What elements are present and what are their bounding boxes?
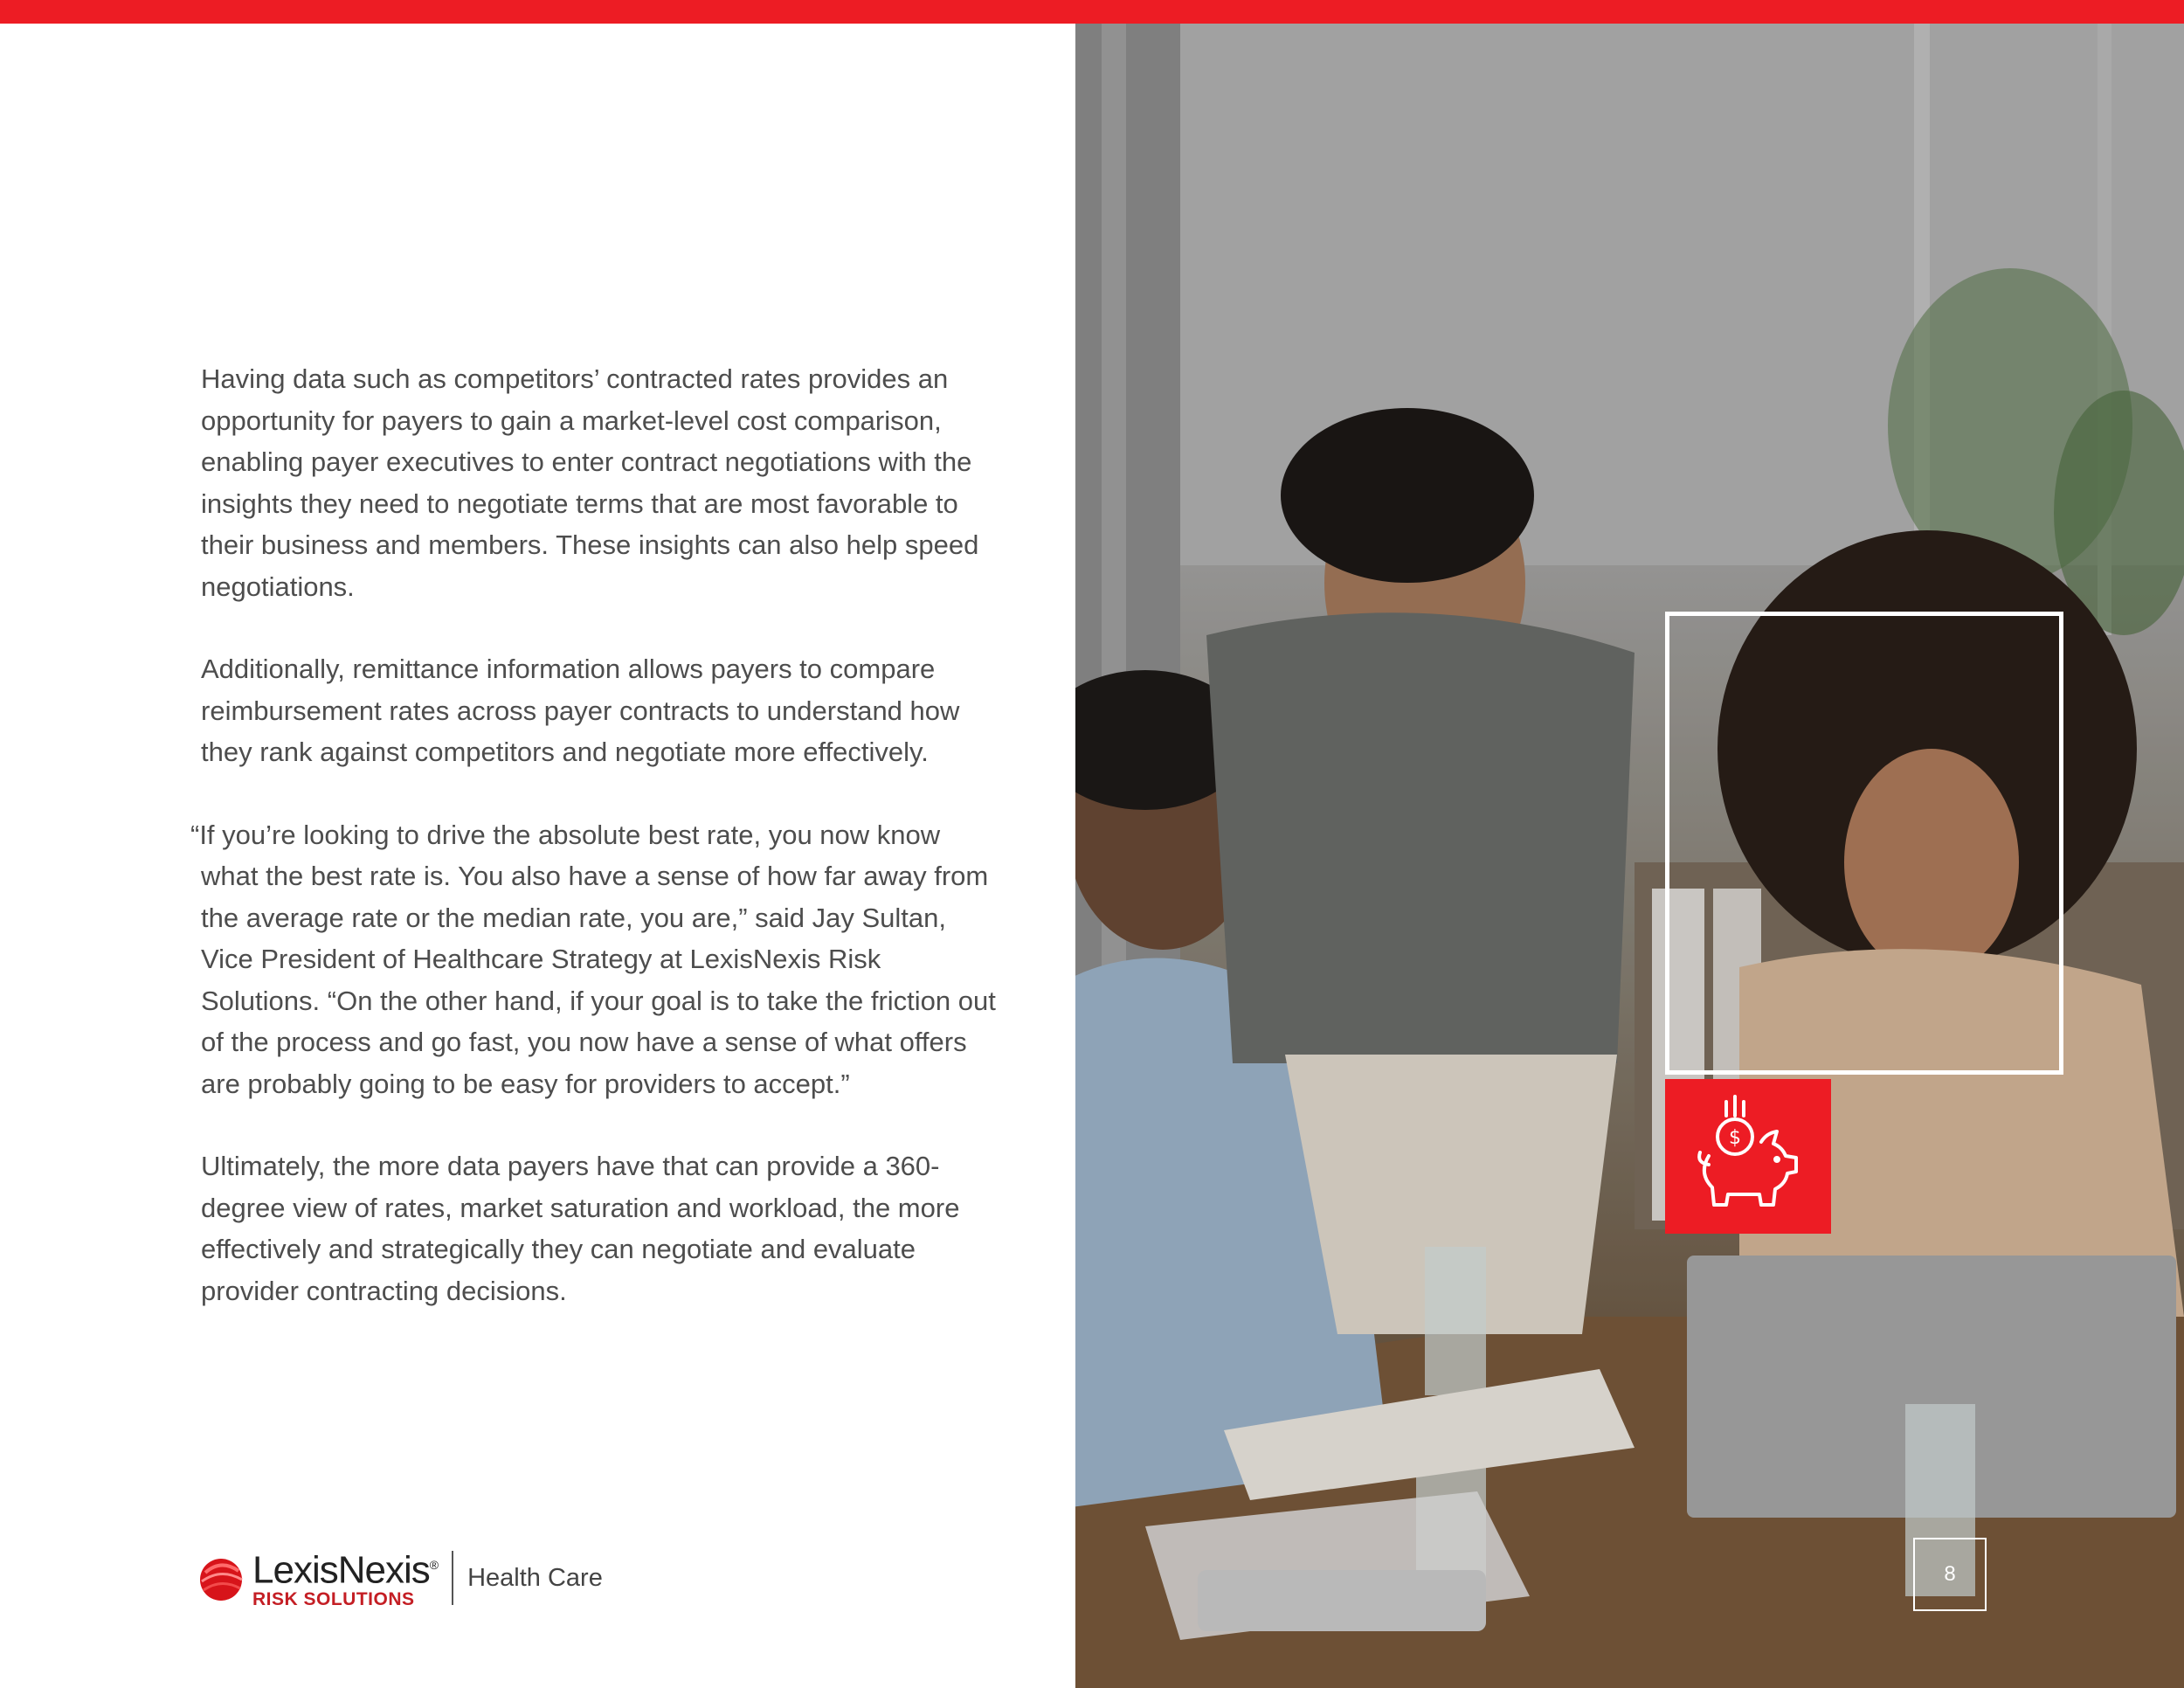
body-text <box>190 358 1005 1352</box>
paragraph-remittance: Additionally, remittance information allows payers to compare reimbursement rates across payer contracts to understand how they rank against competitors and negotiate more effectively. <box>201 654 960 767</box>
top-accent-bar <box>0 0 2184 24</box>
svg-text:$: $ <box>1729 1127 1741 1149</box>
brand-name: LexisNexis <box>252 1548 430 1592</box>
lexisnexis-sphere-icon <box>197 1553 245 1602</box>
page-number: 8 <box>1913 1538 1987 1611</box>
logo-divider <box>452 1551 453 1605</box>
paragraph-conclusion: Ultimately, the more data payers have that can provide a 360-degree view of rates, market saturation and workload, the more effectively and strategically they can negotiate and evaluate provider contracting decisions. <box>201 1151 960 1306</box>
footer-logo <box>197 1546 603 1609</box>
paragraph-quote: “If you’re looking to drive the absolute best rate, you now know what the best rate is. You also have a sense of how far away from the average rate or the median rate, you are,” said Jay Sultan, Vice President of Healthcare Strategy at LexisNexis Risk Solutions. “On the other hand, if your goal is to take the friction out of the process and go fast, you now have a sense of what offers are probably going to be easy for providers to accept.” <box>190 819 996 1099</box>
brand-mark: ® <box>429 1557 439 1572</box>
icon-tile <box>1665 1079 1831 1234</box>
paragraph-competitor-rates: Having data such as competitors’ contracted rates provides an opportunity for payers to gain a market-level cost comparison, enabling payer executives to enter contract negotiations with the insights they need to negotiate terms that are most favorable to their business and members. These insights can also help speed negotiations. <box>201 363 979 602</box>
brand-subtitle: RISK SOLUTIONS <box>252 1589 415 1610</box>
division-label: Health Care <box>467 1563 603 1592</box>
highlight-frame <box>1665 612 2063 1075</box>
piggy-bank-dollar-icon <box>1691 1093 1805 1220</box>
